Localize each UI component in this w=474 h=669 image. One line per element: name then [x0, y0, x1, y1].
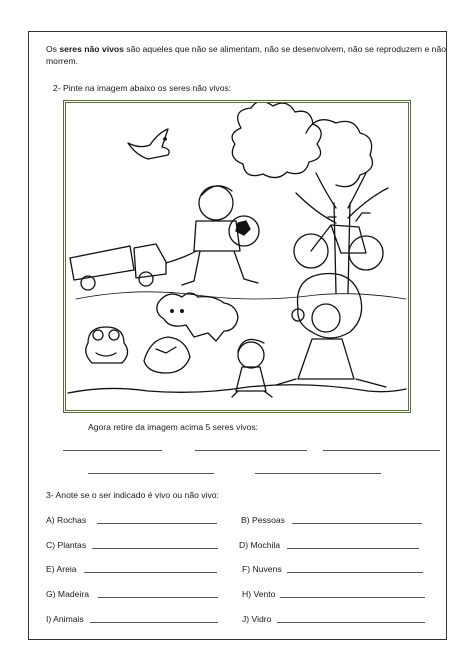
rock-icon [144, 337, 190, 373]
item-c: C) Plantas [46, 540, 87, 550]
answer-line-3[interactable] [323, 450, 440, 451]
question-3: 3- Anote se o ser indicado é vivo ou não vivo: [46, 490, 219, 500]
item-i-line[interactable] [90, 622, 218, 623]
item-b-line[interactable] [292, 523, 422, 524]
item-h: H) Vento [242, 589, 276, 599]
bird-icon [128, 129, 169, 159]
item-j: J) Vidro [242, 614, 272, 624]
item-a: A) Rochas [46, 515, 87, 525]
prompt-5-living: Agora retire da imagem acima 5 seres vivos: [88, 422, 259, 432]
intro-bold: seres não vivos [59, 44, 124, 54]
item-e: E) Areia [46, 564, 77, 574]
item-g: G) Madeira [46, 589, 89, 599]
item-d-line[interactable] [287, 548, 419, 549]
intro-paragraph: Os seres não vivos são aqueles que não se alimentam, não se desenvolvem, não se reproduzem e não morrem. [46, 44, 447, 66]
item-c-line[interactable] [92, 548, 218, 549]
item-b: B) Pessoas [241, 515, 285, 525]
boy-with-ball-icon [182, 186, 259, 285]
tree-icon [232, 103, 388, 293]
item-a-line[interactable] [97, 523, 217, 524]
item-f: F) Nuvens [242, 564, 282, 574]
item-e-line[interactable] [84, 572, 217, 573]
coloring-image [63, 100, 411, 413]
frog-icon [86, 327, 128, 363]
item-j-line[interactable] [277, 622, 425, 623]
item-d: D) Mochila [239, 540, 281, 550]
answer-line-1[interactable] [63, 450, 162, 451]
answer-line-2[interactable] [195, 450, 307, 451]
item-h-line[interactable] [280, 597, 425, 598]
item-i: I) Animais [46, 614, 84, 624]
answer-line-4[interactable] [88, 473, 214, 474]
truck-icon [70, 244, 196, 290]
answer-line-5[interactable] [255, 473, 381, 474]
item-f-line[interactable] [287, 572, 423, 573]
question-2: 2- Pinte na imagem abaixo os seres não vivos: [53, 83, 232, 93]
girl-icon [276, 273, 386, 387]
item-g-line[interactable] [98, 597, 218, 598]
dog-icon [157, 293, 238, 341]
bicycle-icon [294, 213, 383, 270]
